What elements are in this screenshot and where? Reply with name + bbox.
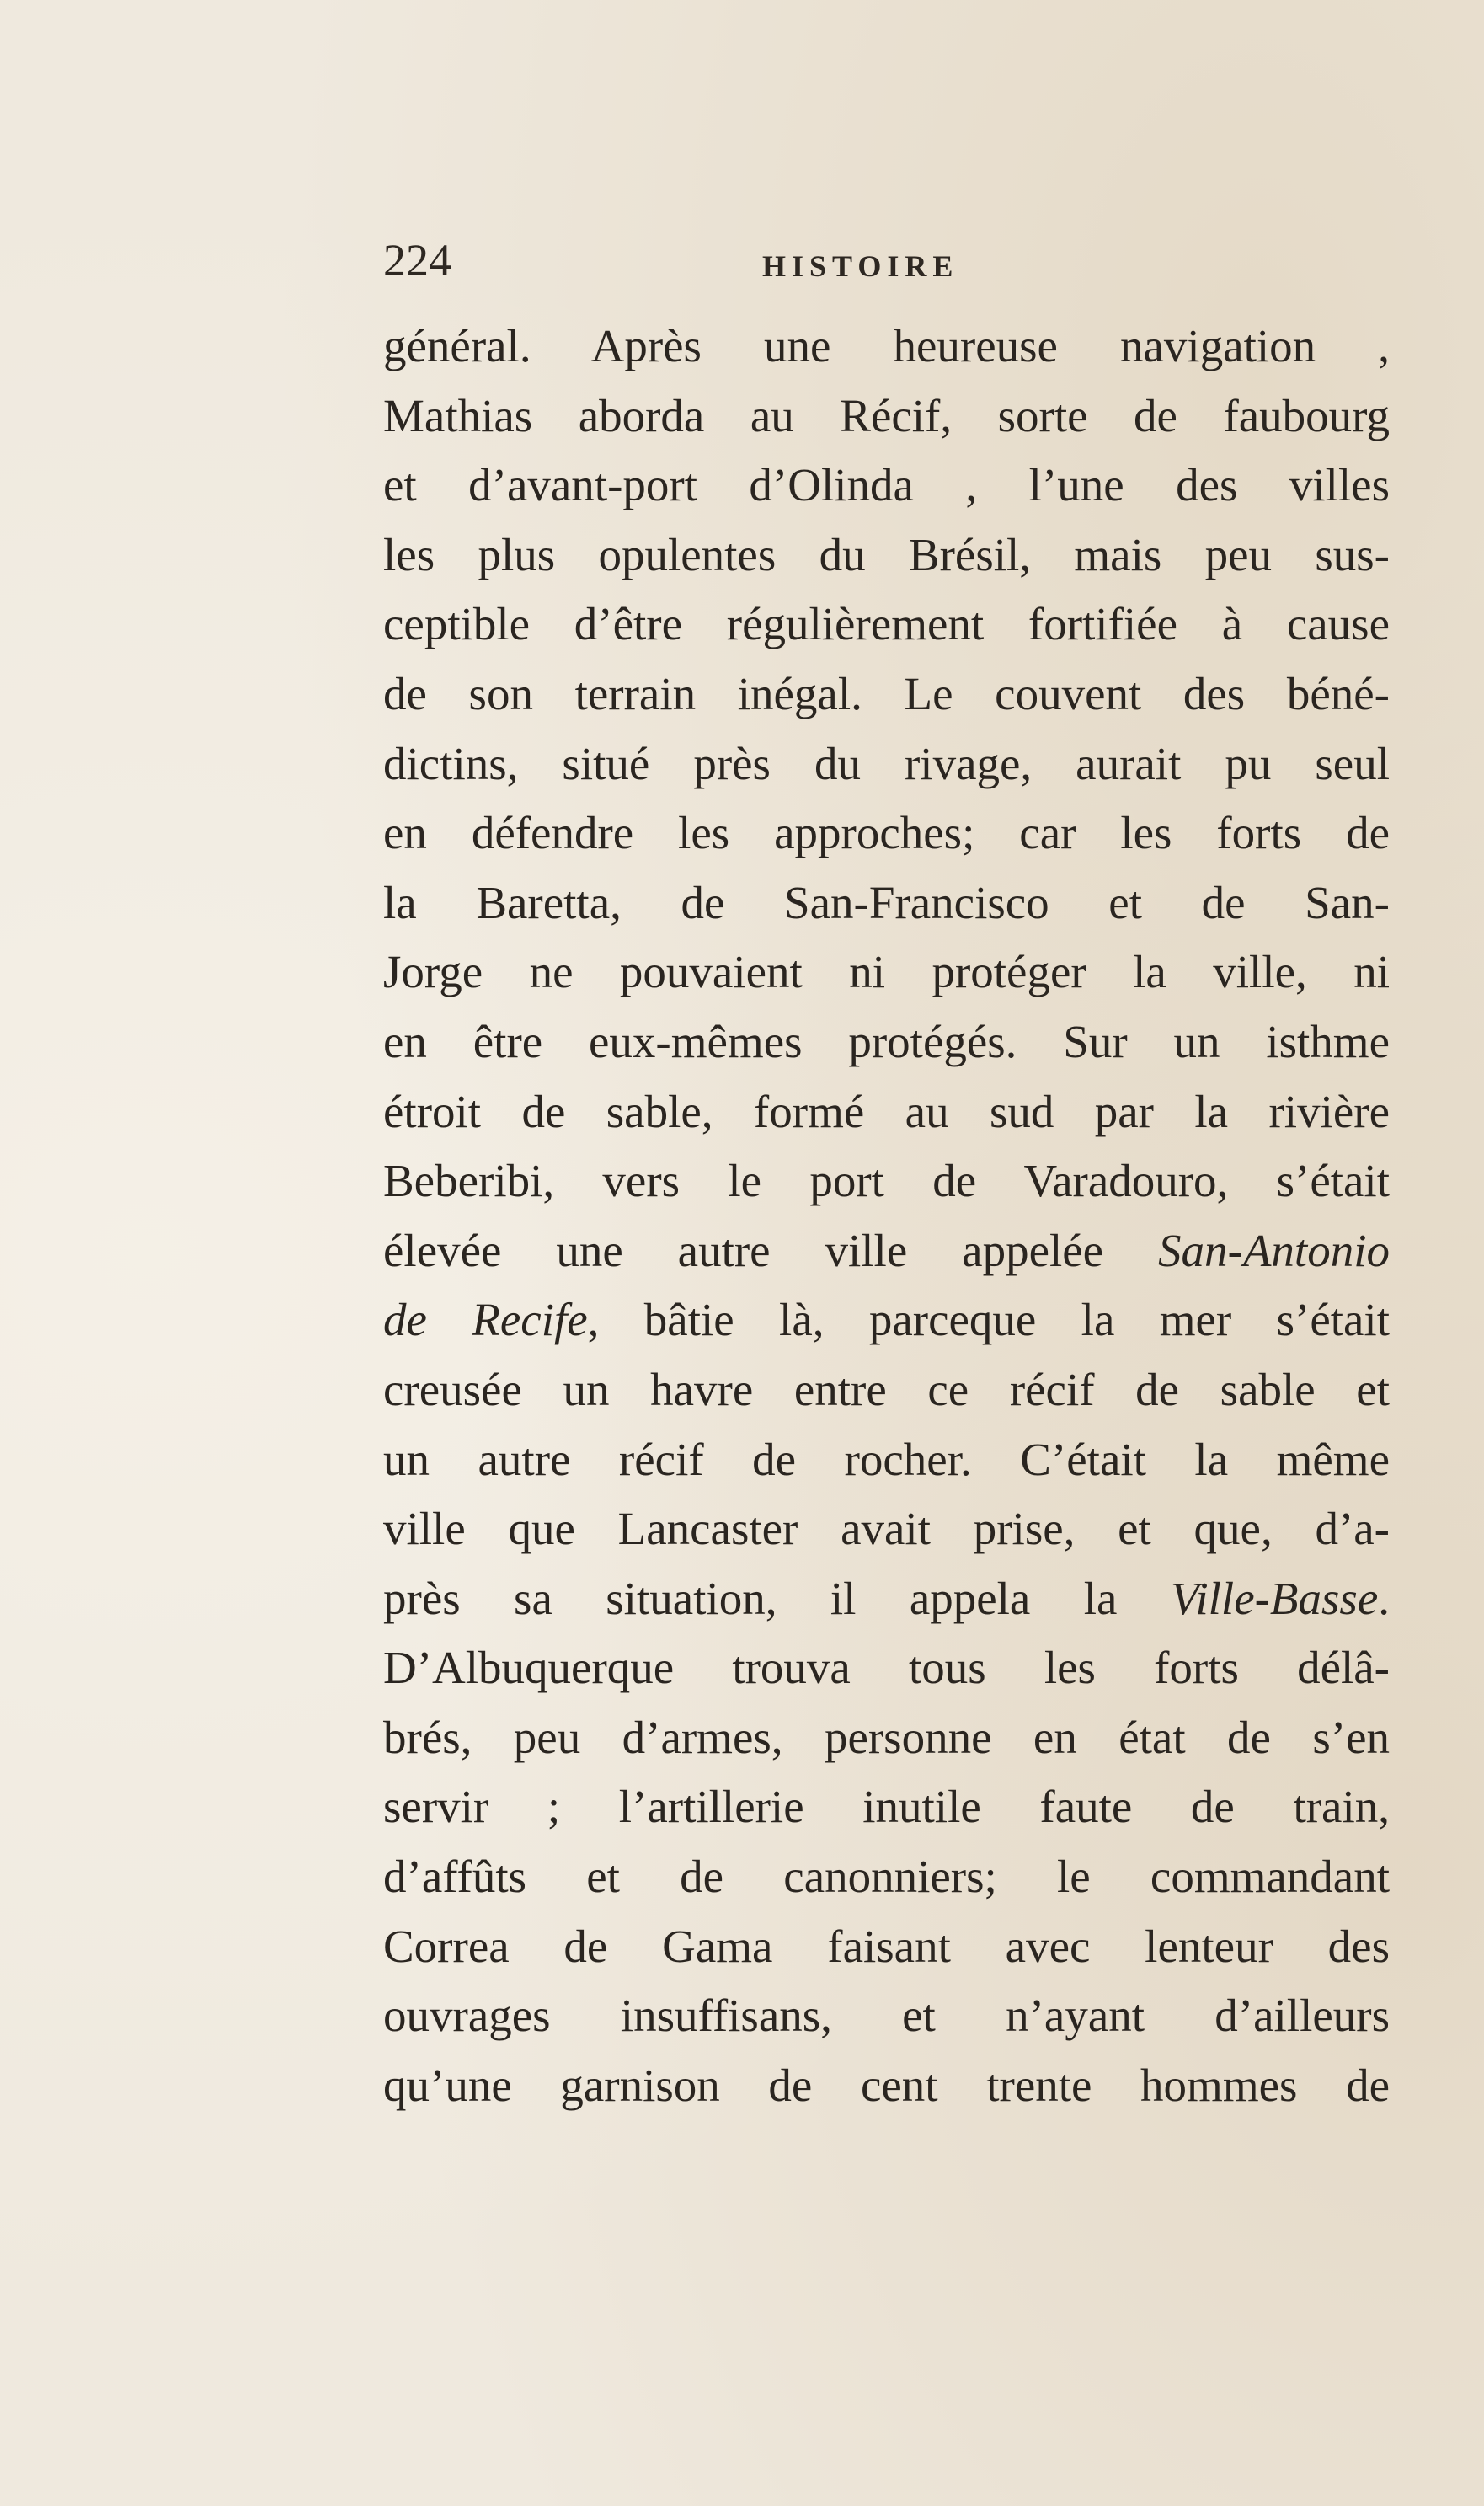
page-number: 224 [383,235,451,286]
text-segment: la Baretta, de San-Francisco et de San- [383,876,1390,928]
text-segment: servir ; l’artillerie inutile faute de train, [383,1781,1390,1833]
text-line [383,1912,1390,1982]
text-segment: ceptible d’être régulièrement fortifiée à cause [383,598,1390,650]
text-line [383,382,1390,452]
text-segment: Mathias aborda au Récif, sorte de faubourg [383,389,1390,441]
text-segment: d’affûts et de canonniers; le commandant [383,1851,1390,1903]
text-line [383,1981,1390,2051]
body-text [383,312,1390,2120]
text-line [383,1564,1390,1634]
text-segment: Correa de Gama faisant avec lenteur des [383,1920,1390,1972]
text-segment: ville que Lancaster avait prise, et que, d’a- [383,1503,1390,1555]
text-segment: en défendre les approches; car les forts de [383,807,1390,859]
text-line [383,660,1390,729]
text-line [383,1772,1390,1842]
text-segment: Jorge ne pouvaient ni protéger la ville, ni [383,946,1390,998]
italic-text: Ville-Basse [1170,1572,1379,1624]
text-line [383,1355,1390,1425]
text-segment: général. Après une heureuse navigation , [383,320,1390,371]
text-line [383,1425,1390,1495]
text-segment: dictins, situé près du rivage, aurait pu seul [383,737,1390,789]
text-line [383,451,1390,521]
text-segment: près sa situation, il appela la [383,1572,1171,1624]
text-segment: de son terrain inégal. Le couvent des béné- [383,667,1390,719]
text-segment: . [1378,1572,1390,1624]
text-line [383,1494,1390,1564]
text-line [383,868,1390,938]
text-segment: , bâtie là, parceque la mer s’était [587,1294,1390,1346]
text-line [383,1007,1390,1077]
text-segment: en être eux-mêmes protégés. Sur un isthme [383,1015,1390,1067]
italic-text: San-Antonio [1158,1224,1390,1276]
text-line [383,590,1390,660]
text-line [383,312,1390,382]
text-segment: qu’une garnison de cent trente hommes de [383,2059,1390,2111]
text-line [383,521,1390,590]
text-line [383,1216,1390,1286]
text-segment: élevée une autre ville appelée [383,1224,1159,1276]
italic-text: de Recife [383,1294,588,1346]
text-line [383,938,1390,1007]
text-line [383,729,1390,799]
text-segment: et d’avant-port d’Olinda , l’une des villes [383,459,1390,511]
text-line [383,1703,1390,1773]
text-segment: les plus opulentes du Brésil, mais peu sus- [383,528,1390,580]
text-line [383,1077,1390,1147]
text-line [383,1285,1390,1355]
text-segment: ouvrages insuffisans, et n’ayant d’ailleurs [383,1990,1390,2042]
text-line [383,1633,1390,1703]
text-segment: creusée un havre entre ce récif de sable et [383,1363,1390,1415]
text-line [383,1146,1390,1216]
text-segment: Beberibi, vers le port de Varadouro, s’était [383,1155,1390,1207]
running-head: HISTOIRE [762,249,959,283]
text-line [383,2051,1390,2121]
text-segment: D’Albuquerque trouva tous les forts délâ- [383,1642,1390,1694]
text-line [383,799,1390,868]
text-segment: étroit de sable, formé au sud par la rivière [383,1085,1390,1137]
text-segment: un autre récif de rocher. C’était la même [383,1433,1390,1485]
text-line [383,1842,1390,1912]
text-segment: brés, peu d’armes, personne en état de s’en [383,1711,1390,1763]
